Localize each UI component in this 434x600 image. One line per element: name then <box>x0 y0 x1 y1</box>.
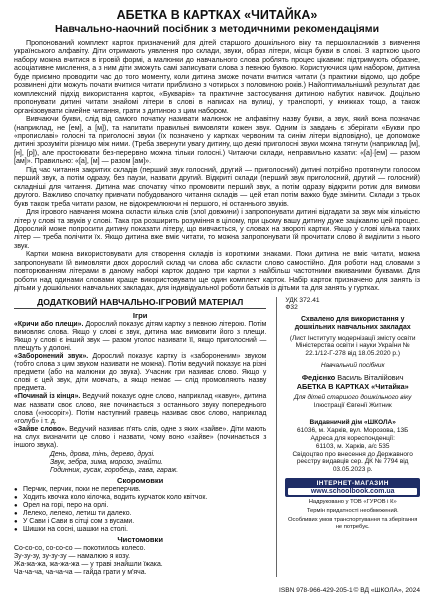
address-line: Адреса для кореспонденції: <box>310 434 395 442</box>
word-list <box>50 451 266 475</box>
page-subtitle: Навчально-наочний посібник з методичними рекомендаціями <box>54 23 380 35</box>
udc-code: УДК 372.41 <box>285 296 320 304</box>
intro-paragraph: Під час читання закритих складів (перший звук голосний, другий — приголосний) дитині потрібно протягнути голосом перший звук, а потім одразу, без паузи, назвати другий. Відкриті склади (перший звук приголосний, другий — голосний) складніші для читання. Дитина має спочатку чітко промовити перший звук, а потім одразу відкрити ротик для вимови другого. Важливо спочатку привчати побудованого читання складів — цей етап потім важко буде змінити. Склади з трьох букв також треба читати разом, не відокремлюючи ні першого, ні останнього звуків. <box>14 165 420 208</box>
chant-line: Зу-зу-зу, зу-зу-зу — намалюю я козу. <box>14 553 131 561</box>
game-description <box>14 426 266 450</box>
catalog-code: Ф32 <box>285 304 298 312</box>
printed-by: Надруковано у ТОВ «ГУРОВ і К» <box>308 498 397 505</box>
games-heading: Ігри <box>132 310 148 320</box>
word-list-line: День, дрова, тінь, дерево, друзі. <box>50 451 155 459</box>
intro-paragraph: Для ігрового навчання можна скласти кілька слів (злої довжини) і запропонувати дитині відгадати за звук між кількістю літер у слові та звуків у слові. Така гра розширить розуміння в цілому, при цьому вашу дитину дуже зацікавлю цей процес. Дорослий може попросити дитину показати літеру, що вивчається, у словах на звороті картки. Якщо у слові кілька таких літер — треба полічити їх. Якщо дитина вже вміє читати, то можна запропонувати їй прочитати слово й виділити з нього звук. <box>14 208 420 250</box>
tongue-twisters-heading: Скоромовки <box>117 476 164 486</box>
address-line: 61103, м. Харків, а/с 535 <box>315 442 390 450</box>
additional-material-column <box>14 297 266 578</box>
list-item: ● Орел на горі, перо на орлі. <box>14 502 266 510</box>
game-name: «Заборонений звук». <box>14 352 89 360</box>
author-surname: Федієнко <box>301 372 336 382</box>
game-text: Ведучий показує одне слово, наприклад «кавун», дитина має назвати своє слово, яке починається з останнього звуку попереднього слова («носоріг»). Потім наступний гравець називає своє слово, наприклад «голуб» і т. д. <box>14 393 267 425</box>
game-text: Ведучий називає п'ять слів, одне з яких «зайве». Діти мають на слух визначити це слово і назвати, чому воно «зайве» (починається з іншого звука). <box>14 425 267 449</box>
section-heading: ДОДАТКОВИЙ НАВЧАЛЬНО-ІГРОВИЙ МАТЕРІАЛ <box>14 297 266 309</box>
book-title: АБЕТКА В КАРТКАХ «Читайка» <box>296 381 409 391</box>
chant-line: Жа-жа-жа, жа-жа-жа — у траві знайшли їжака. <box>14 561 163 569</box>
chant-line: Со-со-со, со-со-со — покотилось колесо. <box>14 545 146 553</box>
game-description <box>14 393 266 425</box>
game-text: Дорослий показує дітям картку з певною літерою. Потім вимовляє слова. Якщо у слові є звук, дитина має вимовити його з плещи. Якщо у слові є інший звук — разом уголос називати її, якщо приголосний — плещуть у долоні. <box>14 320 267 352</box>
publisher: Видавничий дім «ШКОЛА» <box>309 419 396 427</box>
game-text: Дорослий показує картку із «забороненим» звуком (тобто слова з цим звуком називати не можна). Потім ведучий показує на різні предмети (або на малюнки до звука). Учасник гри називає слово. Якщо у слові є цей звук, діти мовчать, а якщо немає — слід промовляють назву предмета. <box>14 352 267 393</box>
intro-paragraph: Картки можна використовувати для створення складів із короткими знаками. Поки дитина не вміє читати, можна запропонувати їй вимовляти двох дорослий склад чи слова абс скласти слово самостійно. Для роботи над словами з повторюванням літерами в даному наборі карток додано три картки з найбільш частотними вживаними буквами. Для роботи над одинами словами краще використовувати ще один комплект карток. Набір карток призначено для занять із дітьми у дошкільних навчальних закладах, для індивідуальної роботи батьків із дітьми та для занять у гуртках. <box>14 250 420 293</box>
online-shop-badge <box>285 478 420 497</box>
edition-type: Навчальний посібник <box>320 361 385 369</box>
chant-line: Ча-ча-ча, ча-ча-ча — гайда грати у м'ячa. <box>14 569 147 577</box>
game-name: «Починай із кінця». <box>14 393 81 401</box>
address-line: 61036, м. Харків, вул. Морозова, 13Б <box>296 427 409 435</box>
game-description <box>14 321 266 353</box>
chants-heading: Чистомовки <box>117 535 164 545</box>
list-item: ● У Сави і Сави в сітці сом з вусами. <box>14 518 266 526</box>
word-list-line: Звук, зебра, зима, морозо, знайти. <box>50 459 163 467</box>
tongue-twister-list <box>14 486 266 534</box>
author <box>285 373 420 382</box>
list-item: ● Лелеко, лелеко, летиш ти далеко. <box>14 510 266 518</box>
isbn: ISBN 978-966-429-205-1 <box>279 587 353 594</box>
copyright: © ВД «ШКОЛА», 2024 <box>353 587 420 594</box>
illustrator: Ілюстрації Євгенії Житник <box>313 401 392 409</box>
storage-terms: Особливих умов транспортування та зберігання не потребує. <box>288 516 418 530</box>
two-column-section <box>14 297 420 578</box>
approval-statement: Схвалено для використання у дошкільних навчальних закладах <box>294 316 411 332</box>
game-description <box>14 353 266 393</box>
list-item: ● Ходить квочка коло кілочка, водить курчаток коло квітчок. <box>14 494 266 502</box>
author-name: Василь Віталійович <box>335 372 404 382</box>
list-item: ● Перчик, перчик, поки не переперчив. <box>14 486 266 494</box>
word-list-line: Годинник, гусак, горобець, гава, гараж. <box>50 467 179 475</box>
audience: Для дітей старшого дошкільного віку <box>293 393 412 401</box>
page-footer <box>14 587 420 594</box>
page-title: АБЕТКА В КАРТКАХ «ЧИТАЙКА» <box>116 8 318 22</box>
list-item: ● Шишки на сосні, шашки на столі. <box>14 526 266 534</box>
intro-paragraph: Пропонований комплект карток призначений для дітей старшого дошкільного віку та першокласників з вивчення українського алфавіту. Діти отримають уявлення про склади, звуки, образ літери, місця букви в слові. З карткою цього набору можна вчитися в ігровій формі, а малюнки до навчального слова роблять процес цікавим: підтримують образне, асоціативне мислення, а з ним діти зможуть самі записувати слова з певною буквою. Користуючися цим набором, дитина буде приємно проводити час до того моменту, коли дитина зможе почати вчитися читати (з практики відомо, що добре розвинені діти можуть почати вчитися читати приблизно з чотирьох з половиною років.) Найоптимальніший результат дає комплексний підхід використання карток, «Букварів» та практичне застосування дитиною набутих навичок. Доцільно пропонувати дитині читати знайомі літери в слові в написах на вулиці, у транспорті, у книжках тощо, а також організовувати сімейне читання, грати з дитиною з цим набором. <box>14 39 420 115</box>
imprint-column <box>276 297 420 578</box>
shop-label: ІНТЕРНЕТ-МАГАЗИН <box>316 479 389 487</box>
game-name: «Зайве слово». <box>14 425 67 433</box>
registration-certificate: Свідоцтво про внесення до Державного реєстру видавців сер. ДК № 7794 від 03.05.2023 р. <box>292 450 413 474</box>
game-name: «Кричи або плещи». <box>14 320 84 328</box>
approval-letter: (Лист Інституту модернізації змісту освіти Міністерства освіти і науки України № 22.1/12-Г-278 від 18.05.2020 р.) <box>289 334 416 358</box>
intro-paragraph: Вивчаючи букви, слід від самого початку називати малюнок не алфавітну назву букви, а звук, який вона позначає (наприклад, не [ем], а [м]), та напитати правильні вимовляти кожен звук. Одним із завдань є зберігати «Букви про «пропиславі» голосні та приголосні звуки (їх позначено у картках червоним та синім літери відповідно), це допоможе дитині зрозуміти різницю між ними. (Треба звернути увагу дитину, що деякі приголосні звуки можна тягнути (наприклад [м], [н], [р]), але простоювати без-перервно можна тільки голосні.) Читаючи склади, неправильно казати: «[а]·[ем] — разом [ам]». Правильно: «[а], [м] — разом [ам]». <box>14 115 420 166</box>
shop-url: www.schoolbook.com.ua <box>288 488 417 495</box>
shelf-life: Термін придатності необмежений. <box>306 507 399 514</box>
intro-section <box>14 39 420 293</box>
